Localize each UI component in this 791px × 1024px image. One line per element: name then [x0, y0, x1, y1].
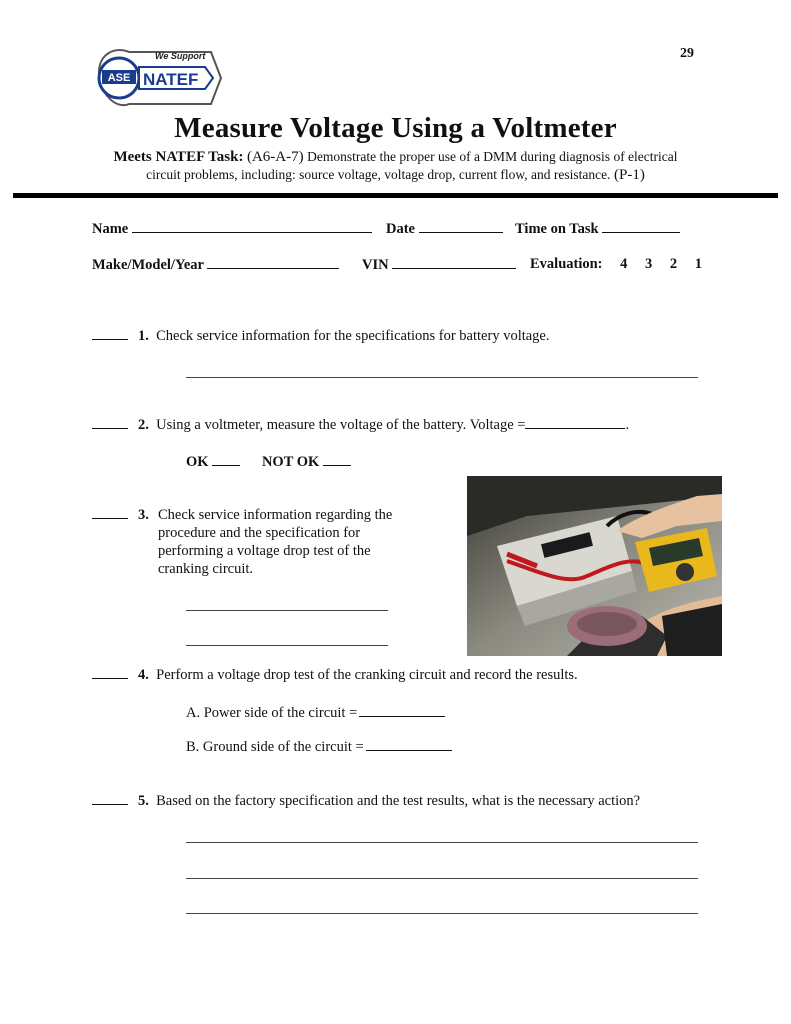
item-4-check-blank[interactable] — [92, 666, 128, 679]
item-4b-label: B. Ground side of the circuit = — [186, 739, 364, 755]
item-3-line3: performing a voltage drop test of the — [158, 543, 371, 559]
item-2-text: Using a voltmeter, measure the voltage of the battery. Voltage = — [156, 417, 526, 433]
not-ok-label: NOT OK — [261, 454, 320, 470]
item-1-text: Check service information for the specifications for battery voltage. — [156, 328, 550, 344]
power-side-blank[interactable] — [359, 704, 445, 717]
item-3-check-blank[interactable] — [92, 506, 128, 519]
item-3-text — [158, 506, 392, 578]
evaluation-score-2[interactable]: 2 — [669, 256, 678, 272]
name-blank[interactable] — [132, 220, 372, 233]
task-description-text1: Demonstrate the proper use of a DMM during diagnosis of electrical — [307, 149, 678, 164]
date-blank[interactable] — [419, 220, 503, 233]
vehicle-field — [92, 256, 339, 274]
logo-top-text: We Support — [155, 51, 206, 61]
time-on-task-label: Time on Task — [515, 221, 599, 237]
task-description-line2 — [0, 167, 791, 184]
item-1-number: 1. — [138, 328, 149, 344]
item-3-line4: cranking circuit. — [158, 561, 254, 577]
item-4-text: Perform a voltage drop test of the cranking circuit and record the results. — [156, 667, 578, 683]
evaluation-score-1[interactable]: 1 — [694, 256, 703, 272]
evaluation-score-4[interactable]: 4 — [620, 256, 628, 272]
item-4 — [92, 666, 578, 684]
item-4a — [186, 704, 445, 722]
evaluation-field — [530, 256, 702, 273]
item-4a-label: A. Power side of the circuit = — [186, 705, 358, 721]
item-5 — [92, 792, 640, 810]
logo-badge-text: ASE — [107, 72, 131, 84]
item-2-number: 2. — [138, 417, 149, 433]
vin-label: VIN — [362, 257, 389, 273]
name-field — [92, 220, 372, 238]
item-5-check-blank[interactable] — [92, 792, 128, 805]
vin-blank[interactable] — [392, 256, 516, 269]
ok-not-ok-row — [186, 453, 351, 471]
natef-logo — [93, 42, 225, 108]
logo-main-text: NATEF — [143, 70, 199, 89]
page-number: 29 — [680, 46, 694, 61]
item-5-answer-line-3[interactable] — [186, 913, 698, 914]
ok-label: OK — [186, 454, 209, 470]
item-3-check — [92, 506, 149, 524]
item-1-answer-line[interactable] — [186, 377, 698, 378]
time-on-task-blank[interactable] — [602, 220, 680, 233]
item-2-check-blank[interactable] — [92, 416, 128, 429]
time-on-task-field — [515, 220, 680, 238]
item-3-line2: procedure and the specification for — [158, 525, 361, 541]
name-label: Name — [92, 221, 129, 237]
item-5-answer-line-2[interactable] — [186, 878, 698, 879]
date-field — [386, 220, 503, 238]
item-3-answer-line-1[interactable] — [186, 610, 388, 611]
vehicle-label: Make/Model/Year — [92, 257, 204, 273]
ok-blank[interactable] — [212, 453, 240, 466]
item-4-number: 4. — [138, 667, 149, 683]
ground-side-blank[interactable] — [366, 738, 452, 751]
page-title: Measure Voltage Using a Voltmeter — [174, 112, 617, 144]
date-label: Date — [386, 221, 415, 237]
item-4b — [186, 738, 452, 756]
item-1-check-blank[interactable] — [92, 327, 128, 340]
item-5-text: Based on the factory specification and the test results, what is the necessary action? — [156, 793, 641, 809]
evaluation-label: Evaluation: — [530, 256, 603, 272]
photo-graphic — [467, 476, 722, 656]
item-2-period: . — [625, 417, 630, 433]
vehicle-blank[interactable] — [207, 256, 339, 269]
vin-field — [362, 256, 516, 274]
item-1 — [92, 327, 550, 345]
task-priority: (P-1) — [614, 167, 645, 183]
voltage-blank[interactable] — [525, 416, 625, 429]
task-description-text2: circuit problems, including: source voltage, voltage drop, current flow, and resistance. — [146, 167, 611, 182]
not-ok-blank[interactable] — [323, 453, 351, 466]
item-2 — [92, 416, 629, 434]
item-3-answer-line-2[interactable] — [186, 645, 388, 646]
evaluation-score-3[interactable]: 3 — [645, 256, 653, 272]
item-5-answer-line-1[interactable] — [186, 842, 698, 843]
ase-natef-logo-graphic — [93, 42, 225, 108]
item-3-number: 3. — [138, 507, 149, 523]
item-5-number: 5. — [138, 793, 149, 809]
header-divider — [13, 193, 778, 198]
battery-test-photo — [467, 476, 722, 656]
task-label: Meets NATEF Task: — [113, 149, 244, 165]
item-3-line1: Check service information regarding the — [158, 507, 393, 523]
task-description-line1 — [0, 149, 791, 166]
task-code: (A6-A-7) — [246, 149, 304, 165]
